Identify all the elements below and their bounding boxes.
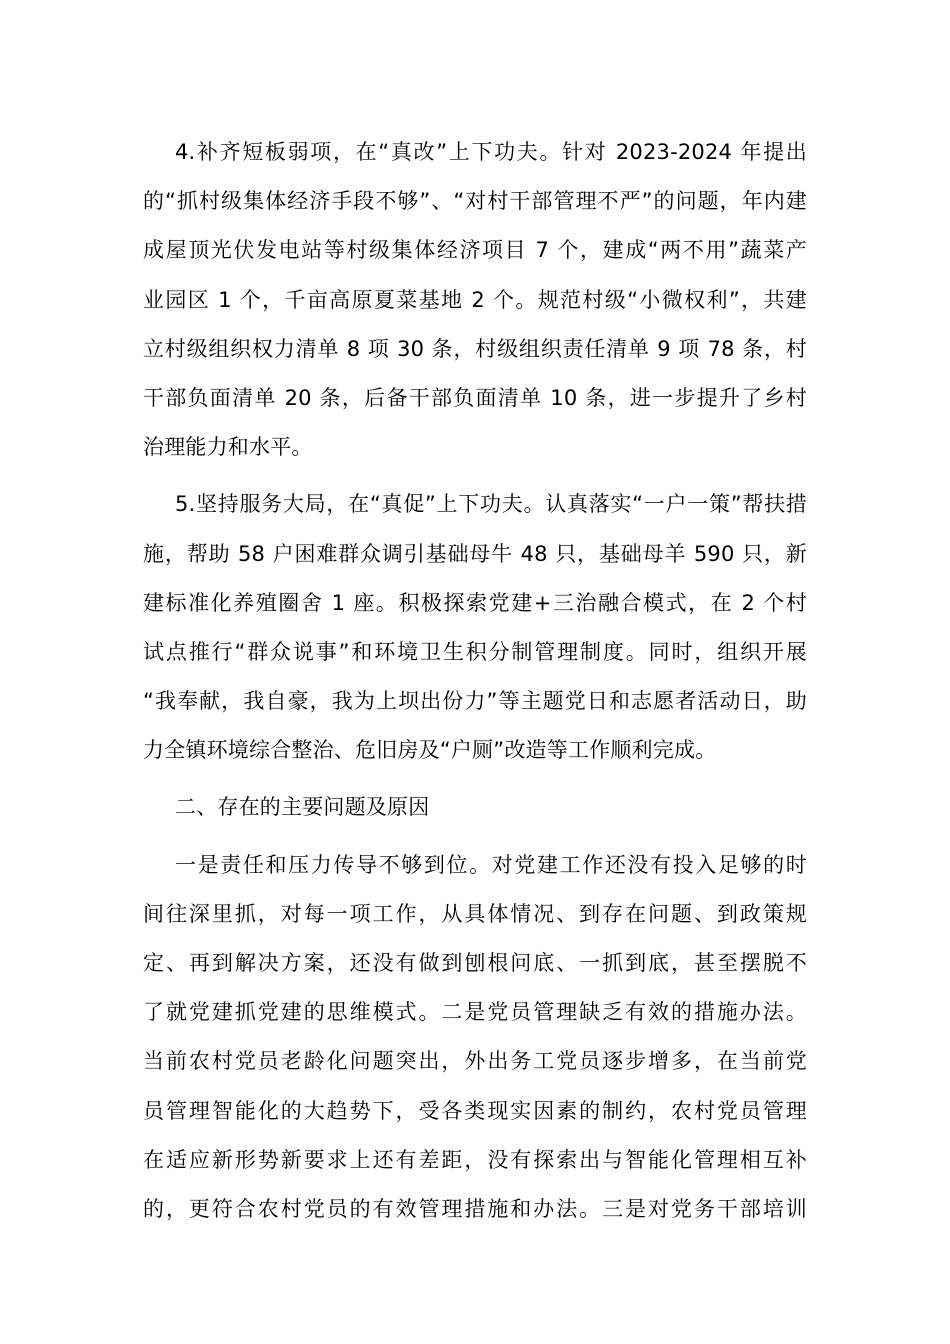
text-line: 干部负面清单 20 条，后备干部负面清单 10 条，进一步提升了乡村 [143, 385, 807, 410]
paragraph-problems [143, 841, 807, 1235]
text-line: 的“抓村级集体经济手段不够”、“对村干部管理不严”的问题，年内建 [143, 189, 807, 214]
document-body [143, 128, 807, 1242]
text-line: 在适应新形势新要求上还有差距，没有探索出与智能化管理相互补 [143, 1147, 807, 1172]
text-line: 的，更符合农村党员的有效管理措施和办法。三是对党务干部培训 [143, 1196, 807, 1221]
section-heading-text: 二、存在的主要问题及原因 [175, 795, 430, 820]
paragraph-item-5 [143, 480, 807, 775]
text-line: 5.坚持服务大局，在“真促”上下功夫。认真落实“一户一策”帮扶措 [175, 492, 807, 517]
text-line: 治理能力和水平。 [143, 435, 313, 460]
text-line: 业园区 1 个，千亩高原夏菜基地 2 个。规范村级“小微权利”，共建 [143, 287, 807, 312]
text-line: 试点推行“群众说事”和环境卫生积分制管理制度。同时，组织开展 [143, 639, 807, 664]
text-line: 当前农村党员老龄化问题突出，外出务工党员逐步增多，在当前党 [143, 1049, 807, 1074]
text-line: 立村级组织权力清单 8 项 30 条，村级组织责任清单 9 项 78 条，村 [143, 336, 807, 361]
text-line: 员管理智能化的大趋势下，受各类现实因素的制约，农村党员管理 [143, 1098, 807, 1123]
text-line: “我奉献，我自豪，我为上坝出份力”等主题党日和志愿者活动日，助 [143, 689, 807, 714]
paragraph-item-4 [143, 128, 807, 472]
text-line: 间往深里抓，对每一项工作，从具体情况、到存在问题、到政策规 [143, 901, 807, 926]
section-heading [143, 783, 807, 832]
text-line: 力全镇环境综合整治、危旧房及“户厕”改造等工作顺利完成。 [143, 738, 717, 763]
text-line: 建标准化养殖圈舍 1 座。积极探索党建+三治融合模式，在 2 个村 [143, 590, 807, 615]
text-line: 施，帮助 58 户困难群众调引基础母牛 48 只，基础母羊 590 只，新 [143, 541, 807, 566]
text-line: 了就党建抓党建的思维模式。二是党员管理缺乏有效的措施办法。 [143, 1000, 807, 1025]
text-line: 成屋顶光伏发电站等村级集体经济项目 7 个，建成“两不用”蔬菜产 [143, 238, 807, 263]
text-line: 一是责任和压力传导不够到位。对党建工作还没有投入足够的时 [175, 852, 807, 877]
text-line: 定、再到解决方案，还没有做到刨根问底、一抓到底，甚至摆脱不 [143, 951, 807, 975]
text-line: 4.补齐短板弱项，在“真改”上下功夫。针对 2023-2024 年提出 [175, 140, 807, 164]
